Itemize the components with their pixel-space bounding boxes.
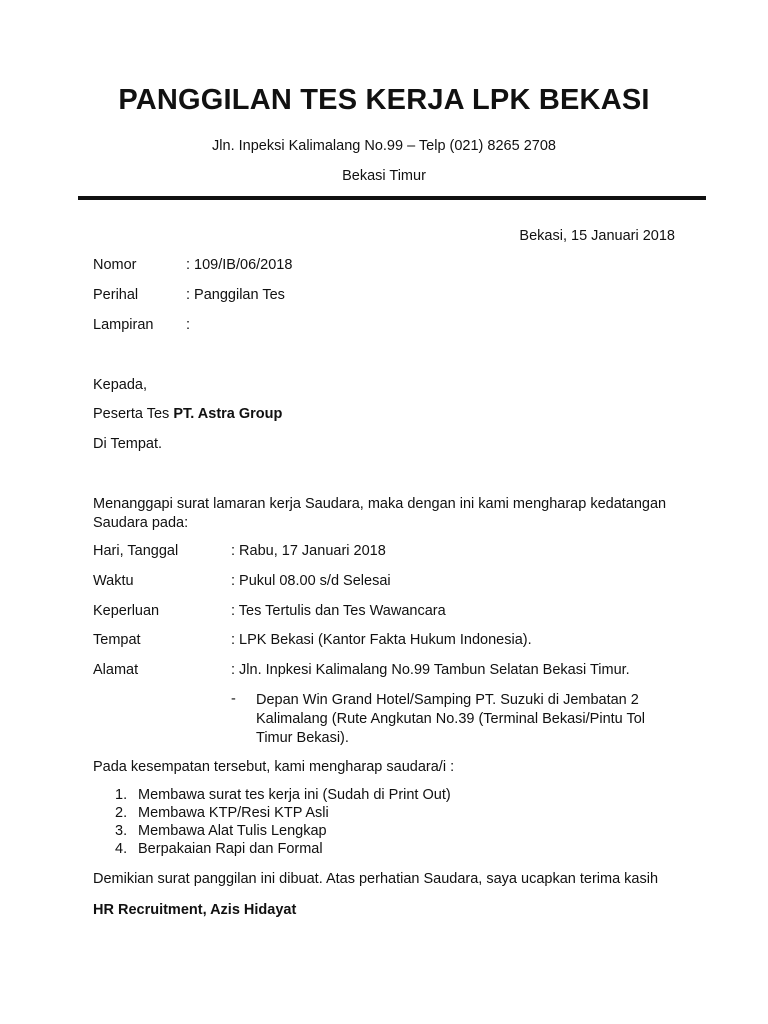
meta-label-nomor: Nomor: [93, 257, 137, 273]
detail-label-purpose: Keperluan: [93, 603, 160, 619]
meta-value-lampiran: :: [186, 317, 191, 333]
meta-value-perihal: : Panggilan Tes: [186, 287, 285, 303]
letter-date: Bekasi, 15 Januari 2018: [519, 228, 675, 244]
detail-label-date: Hari, Tanggal: [93, 543, 179, 559]
list-item: [93, 786, 451, 804]
signature: HR Recruitment, Azis Hidayat: [93, 902, 297, 918]
closing-paragraph: Demikian surat panggilan ini dibuat. Atas perhatian Saudara, saya ucapkan terima kasih: [93, 871, 659, 887]
header-divider: [78, 196, 706, 200]
recipient-greeting: Kepada,: [93, 377, 148, 393]
header-address: Jln. Inpeksi Kalimalang No.99 – Telp (021) 8265 2708: [212, 138, 556, 154]
header-city: Bekasi Timur: [342, 168, 426, 184]
meta-label-lampiran: Lampiran: [93, 317, 154, 333]
intro-paragraph: Menanggapi surat lamaran kerja Saudara, maka dengan ini kami mengharap kedatangan Saudara pada:: [93, 496, 667, 531]
detail-value-place: : LPK Bekasi (Kantor Fakta Hukum Indonesia).: [231, 632, 532, 648]
recipient-prefix: Peserta Tes: [93, 406, 174, 422]
detail-value-address: : Jln. Inpkesi Kalimalang No.99 Tambun Selatan Bekasi Timur.: [231, 662, 630, 678]
meta-label-perihal: Perihal: [93, 287, 139, 303]
detail-value-date: : Rabu, 17 Januari 2018: [231, 543, 386, 559]
detail-label-address: Alamat: [93, 662, 139, 678]
list-number: 1.: [115, 787, 128, 803]
list-item: [93, 840, 451, 858]
detail-value-time: : Pukul 08.00 s/d Selesai: [231, 573, 391, 589]
list-text: Berpakaian Rapi dan Formal: [138, 841, 323, 857]
meta-value-nomor: : 109/IB/06/2018: [186, 257, 293, 273]
list-text: Membawa Alat Tulis Lengkap: [138, 823, 327, 839]
detail-label-place: Tempat: [93, 632, 141, 648]
recipient-company: PT. Astra Group: [173, 406, 283, 422]
detail-label-time: Waktu: [93, 573, 134, 589]
letter-title: PANGGILAN TES KERJA LPK BEKASI: [118, 84, 650, 116]
list-number: 3.: [115, 823, 128, 839]
recipient-line: [93, 406, 282, 422]
address-note: Depan Win Grand Hotel/Samping PT. Suzuki di Jembatan 2 Kalimalang (Rute Angkutan No.39 (Terminal Bekasi/Pintu Tol Timur Bekasi).: [256, 692, 646, 746]
requirements-list: [93, 786, 451, 858]
list-text: Membawa surat tes kerja ini (Sudah di Print Out): [138, 787, 451, 803]
list-number: 2.: [115, 805, 128, 821]
list-text: Membawa KTP/Resi KTP Asli: [138, 805, 329, 821]
request-intro: Pada kesempatan tersebut, kami mengharap saudara/i :: [93, 759, 455, 775]
list-item: [93, 804, 451, 822]
list-number: 4.: [115, 841, 128, 857]
address-note-dash: -: [231, 691, 236, 707]
list-item: [93, 822, 451, 840]
recipient-place: Di Tempat.: [93, 436, 163, 452]
detail-value-purpose: : Tes Tertulis dan Tes Wawancara: [231, 603, 446, 619]
